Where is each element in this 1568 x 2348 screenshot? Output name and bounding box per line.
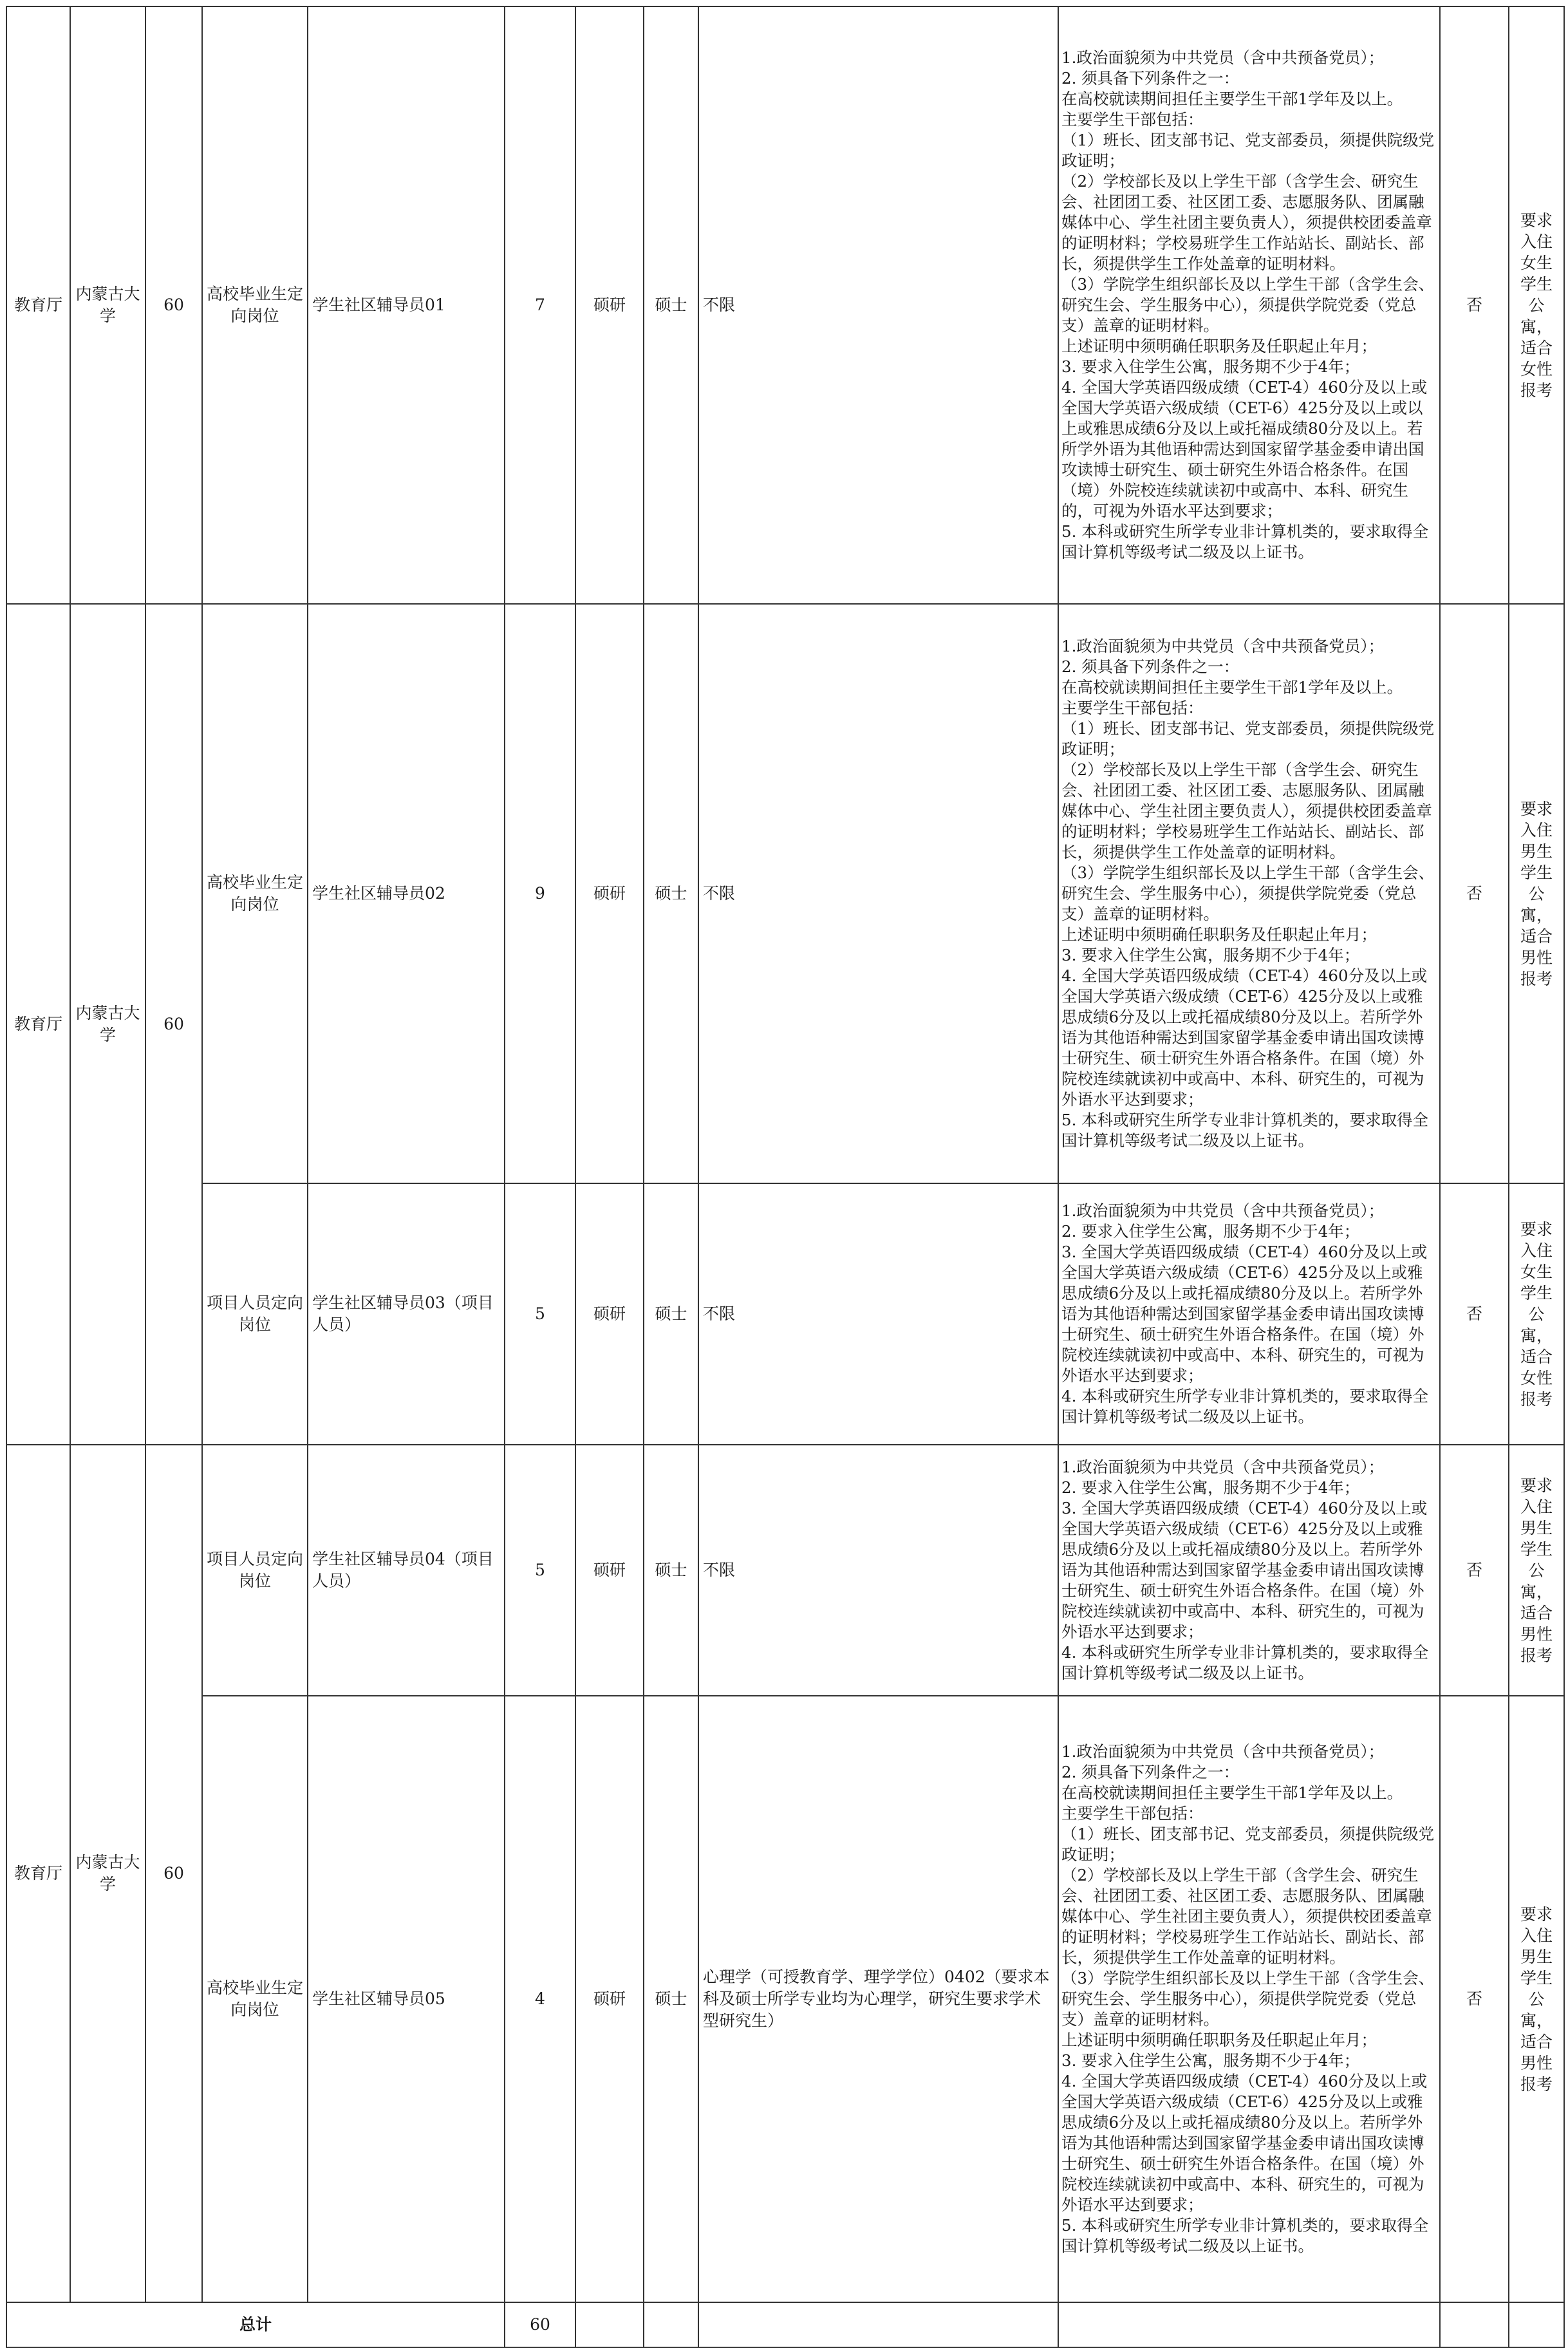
recruitment-table xyxy=(6,6,1565,2348)
requirements-cell: 1.政治面貌须为中共党员（含中共预备党员）； 2. 要求入住学生公寓，服务期不少于4年； 3. 全国大学英语四级成绩（CET-4）460分及以上或全国大学英语六级成绩（CET-6）425分及以上或雅思成绩6分及以上或托福成绩80分及以上。若所学外语为其他语种需达到国家留学基金委申请出国攻读博士研究生、硕士研究生外语合格条件。在国（境）外院校连续就读初中或高中、本科、研究生的，可视为外语水平达到要求； 4. 本科或研究生所学专业非计算机类的，要求取得全国计算机等级考试二级及以上证书。 xyxy=(1058,1183,1440,1445)
note-cell: 要求入住女生学生公寓，适合女性报考 xyxy=(1509,6,1564,604)
post-count-cell: 5 xyxy=(505,1445,575,1696)
empty-cell xyxy=(1058,2302,1440,2347)
post-type-cell: 高校毕业生定向岗位 xyxy=(202,1696,308,2302)
note-cell: 要求入住男生学生公寓，适合男性报考 xyxy=(1509,604,1564,1183)
major-cell: 心理学（可授教育学、理学学位）0402（要求本科及硕士所学专业均为心理学，研究生要求学术型研究生） xyxy=(698,1696,1058,2302)
post-type-cell: 高校毕业生定向岗位 xyxy=(202,6,308,604)
degree-level-cell: 硕研 xyxy=(575,1445,644,1696)
note-cell: 要求入住男生学生公寓，适合男性报考 xyxy=(1509,1696,1564,2302)
post-name-cell: 学生社区辅导员01 xyxy=(308,6,505,604)
table-row xyxy=(6,604,1564,1183)
post-type-cell: 高校毕业生定向岗位 xyxy=(202,604,308,1183)
total-value: 60 xyxy=(505,2302,575,2347)
major-cell: 不限 xyxy=(698,1183,1058,1445)
empty-cell xyxy=(698,2302,1058,2347)
table-row xyxy=(6,6,1564,604)
post-name-cell: 学生社区辅导员02 xyxy=(308,604,505,1183)
table-row xyxy=(6,1183,1564,1445)
flag-cell: 否 xyxy=(1440,604,1509,1183)
degree-level-cell: 硕研 xyxy=(575,6,644,604)
flag-cell: 否 xyxy=(1440,6,1509,604)
requirements-cell: 1.政治面貌须为中共党员（含中共预备党员）； 2. 要求入住学生公寓，服务期不少于4年； 3. 全国大学英语四级成绩（CET-4）460分及以上或全国大学英语六级成绩（CET-6）425分及以上或雅思成绩6分及以上或托福成绩80分及以上。若所学外语为其他语种需达到国家留学基金委申请出国攻读博士研究生、硕士研究生外语合格条件。在国（境）外院校连续就读初中或高中、本科、研究生的，可视为外语水平达到要求； 4. 本科或研究生所学专业非计算机类的，要求取得全国计算机等级考试二级及以上证书。 xyxy=(1058,1445,1440,1696)
note-cell: 要求入住女生学生公寓，适合女性报考 xyxy=(1509,1183,1564,1445)
degree-cell: 硕士 xyxy=(644,6,698,604)
note-cell: 要求入住男生学生公寓，适合男性报考 xyxy=(1509,1445,1564,1696)
unit-cell: 内蒙古大学 xyxy=(70,6,145,604)
degree-level-cell: 硕研 xyxy=(575,1183,644,1445)
requirements-cell: 1.政治面貌须为中共党员（含中共预备党员）； 2. 须具备下列条件之一： 在高校就读期间担任主要学生干部1学年及以上。 主要学生干部包括： （1）班长、团支部书记、党支部委员，须提供院级党政证明； （2）学校部长及以上学生干部（含学生会、研究生会、社团团工委、社区团工委、志愿服务队、团属融媒体中心、学生社团主要负责人），须提供校团委盖章的证明材料；学校易班学生工作站站长、副站长、部长，须提供学生工作处盖章的证明材料。 （3）学院学生组织部长及以上学生干部（含学生会、研究生会、学生服务中心），须提供学院党委（党总支）盖章的证明材料。 上述证明中须明确任职职务及任职起止年月； 3. 要求入住学生公寓，服务期不少于4年； 4. 全国大学英语四级成绩（CET-4）460分及以上或全国大学英语六级成绩（CET-6）425分及以上或雅思成绩6分及以上或托福成绩80分及以上。若所学外语为其他语种需达到国家留学基金委申请出国攻读博士研究生、硕士研究生外语合格条件。在国（境）外院校连续就读初中或高中、本科、研究生的，可视为外语水平达到要求； 5. 本科或研究生所学专业非计算机类的，要求取得全国计算机等级考试二级及以上证书。 xyxy=(1058,1696,1440,2302)
requirements-cell: 1.政治面貌须为中共党员（含中共预备党员）； 2. 须具备下列条件之一： 在高校就读期间担任主要学生干部1学年及以上。 主要学生干部包括： （1）班长、团支部书记、党支部委员，须提供院级党政证明； （2）学校部长及以上学生干部（含学生会、研究生会、社团团工委、社区团工委、志愿服务队、团属融媒体中心、学生社团主要负责人），须提供校团委盖章的证明材料；学校易班学生工作站站长、副站长、部长，须提供学生工作处盖章的证明材料。 （3）学院学生组织部长及以上学生干部（含学生会、研究生会、学生服务中心），须提供学院党委（党总支）盖章的证明材料。 上述证明中须明确任职职务及任职起止年月； 3. 要求入住学生公寓，服务期不少于4年； 4. 全国大学英语四级成绩（CET-4）460分及以上或全国大学英语六级成绩（CET-6）425分及以上或以上或雅思成绩6分及以上或托福成绩80分及以上。若所学外语为其他语种需达到国家留学基金委申请出国攻读博士研究生、硕士研究生外语合格条件。在国（境）外院校连续就读初中或高中、本科、研究生的，可视为外语水平达到要求； 5. 本科或研究生所学专业非计算机类的，要求取得全国计算机等级考试二级及以上证书。 xyxy=(1058,6,1440,604)
unit-quota-cell: 60 xyxy=(145,604,202,1445)
unit-quota-cell: 60 xyxy=(145,1445,202,2302)
degree-level-cell: 硕研 xyxy=(575,604,644,1183)
empty-cell xyxy=(644,2302,698,2347)
post-name-cell: 学生社区辅导员03（项目人员） xyxy=(308,1183,505,1445)
degree-level-cell: 硕研 xyxy=(575,1696,644,2302)
degree-cell: 硕士 xyxy=(644,1696,698,2302)
empty-cell xyxy=(575,2302,644,2347)
post-name-cell: 学生社区辅导员04（项目人员） xyxy=(308,1445,505,1696)
post-count-cell: 7 xyxy=(505,6,575,604)
table-row xyxy=(6,1445,1564,1696)
unit-cell: 内蒙古大学 xyxy=(70,1445,145,2302)
unit-cell: 内蒙古大学 xyxy=(70,604,145,1445)
degree-cell: 硕士 xyxy=(644,604,698,1183)
degree-cell: 硕士 xyxy=(644,1183,698,1445)
post-type-cell: 项目人员定向岗位 xyxy=(202,1183,308,1445)
post-count-cell: 9 xyxy=(505,604,575,1183)
unit-quota-cell: 60 xyxy=(145,6,202,604)
major-cell: 不限 xyxy=(698,6,1058,604)
post-count-cell: 4 xyxy=(505,1696,575,2302)
dept-cell: 教育厅 xyxy=(6,604,70,1445)
flag-cell: 否 xyxy=(1440,1183,1509,1445)
major-cell: 不限 xyxy=(698,604,1058,1183)
flag-cell: 否 xyxy=(1440,1696,1509,2302)
post-name-cell: 学生社区辅导员05 xyxy=(308,1696,505,2302)
requirements-cell: 1.政治面貌须为中共党员（含中共预备党员）； 2. 须具备下列条件之一： 在高校就读期间担任主要学生干部1学年及以上。 主要学生干部包括： （1）班长、团支部书记、党支部委员，须提供院级党政证明； （2）学校部长及以上学生干部（含学生会、研究生会、社团团工委、社区团工委、志愿服务队、团属融媒体中心、学生社团主要负责人），须提供校团委盖章的证明材料；学校易班学生工作站站长、副站长、部长，须提供学生工作处盖章的证明材料。 （3）学院学生组织部长及以上学生干部（含学生会、研究生会、学生服务中心），须提供学院党委（党总支）盖章的证明材料。 上述证明中须明确任职职务及任职起止年月； 3. 要求入住学生公寓，服务期不少于4年； 4. 全国大学英语四级成绩（CET-4）460分及以上或全国大学英语六级成绩（CET-6）425分及以上或雅思成绩6分及以上或托福成绩80分及以上。若所学外语为其他语种需达到国家留学基金委申请出国攻读博士研究生、硕士研究生外语合格条件。在国（境）外院校连续就读初中或高中、本科、研究生的，可视为外语水平达到要求； 5. 本科或研究生所学专业非计算机类的，要求取得全国计算机等级考试二级及以上证书。 xyxy=(1058,604,1440,1183)
total-row xyxy=(6,2302,1564,2347)
post-type-cell: 项目人员定向岗位 xyxy=(202,1445,308,1696)
post-count-cell: 5 xyxy=(505,1183,575,1445)
empty-cell xyxy=(1509,2302,1564,2347)
empty-cell xyxy=(1440,2302,1509,2347)
table-row xyxy=(6,1696,1564,2302)
major-cell: 不限 xyxy=(698,1445,1058,1696)
dept-cell: 教育厅 xyxy=(6,1445,70,2302)
dept-cell: 教育厅 xyxy=(6,6,70,604)
degree-cell: 硕士 xyxy=(644,1445,698,1696)
total-label: 总计 xyxy=(6,2302,505,2347)
flag-cell: 否 xyxy=(1440,1445,1509,1696)
